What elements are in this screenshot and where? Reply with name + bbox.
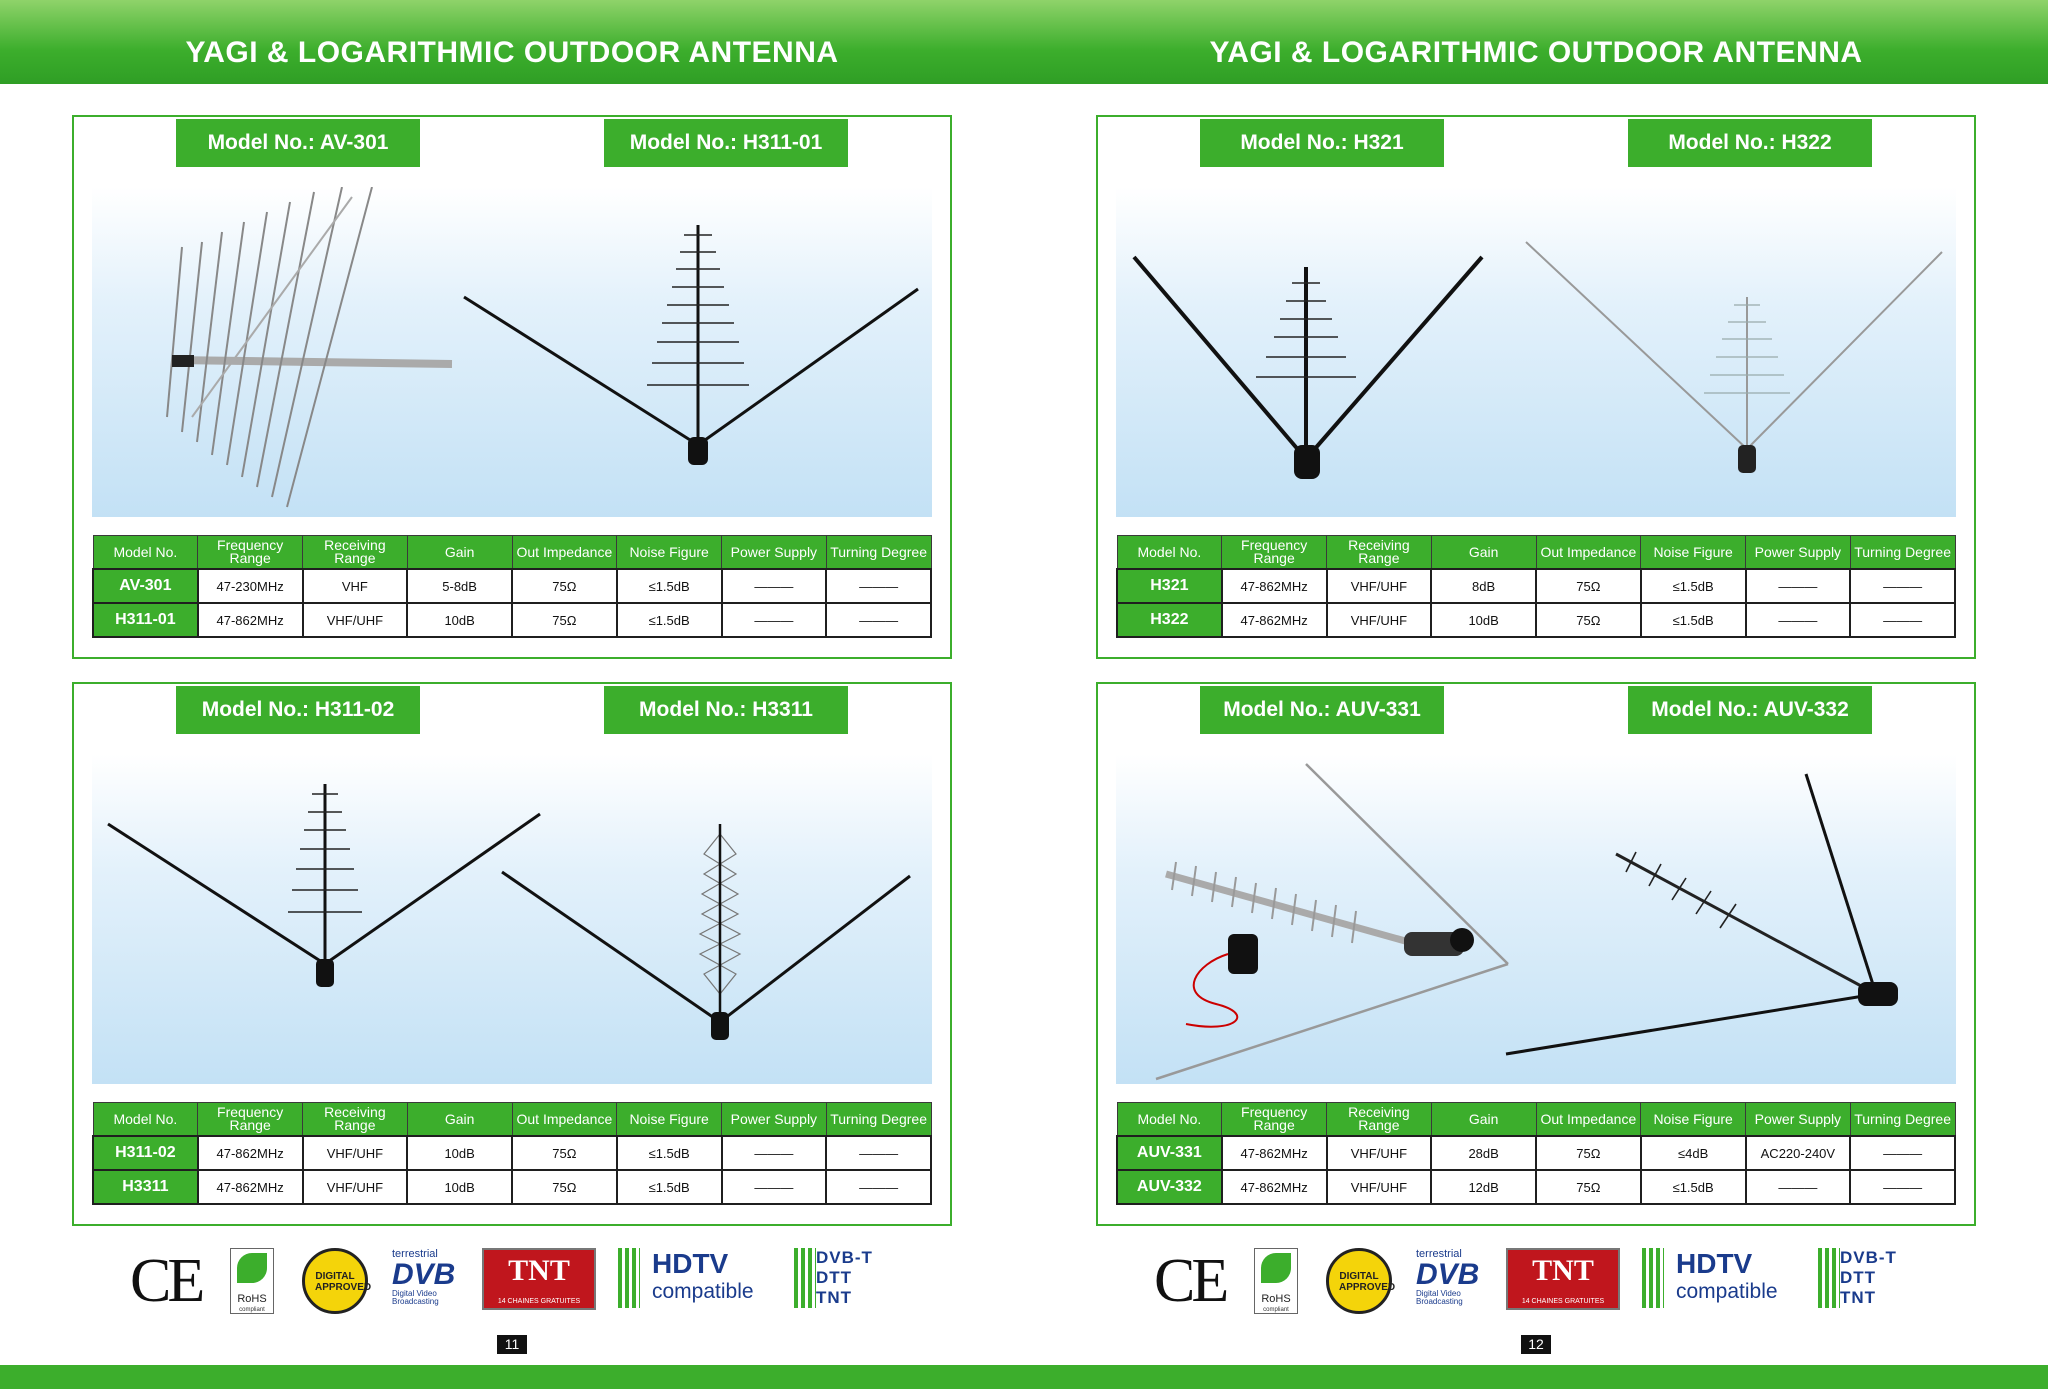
cell-noise: ≤1.5dB [617, 569, 722, 603]
cell-gain: 10dB [1431, 603, 1536, 637]
tnt-text: TNT [816, 1288, 853, 1307]
antenna-photo [92, 754, 932, 1084]
spec-table [92, 535, 932, 638]
tnt-logo [1506, 1248, 1620, 1310]
page-title: YAGI & LOGARITHMIC OUTDOOR ANTENNA [1209, 36, 1863, 69]
col-gain: Gain [407, 536, 512, 570]
cell-power: ——— [1746, 603, 1851, 637]
spec-table [1116, 535, 1956, 638]
cell-range: VHF/UHF [1327, 1136, 1432, 1170]
col-freq: Frequency Range [1222, 1103, 1327, 1137]
tnt-sub-text: 14 CHAINES GRATUITES [497, 1298, 581, 1305]
col-turning: Turning Degree [1850, 1103, 1955, 1137]
leaf-icon [1261, 1253, 1291, 1283]
product-panel [72, 115, 952, 659]
hdtv-logo [618, 1248, 778, 1308]
cell-turning: ——— [826, 1136, 931, 1170]
table-header-row [93, 1103, 931, 1137]
dvb-terrestrial-logo [392, 1248, 456, 1306]
footer-bar [0, 1365, 1024, 1389]
cell-model: H3311 [93, 1170, 198, 1204]
dvbt-text: DVB-T [816, 1248, 873, 1267]
tnt-sub-text: 14 CHAINES GRATUITES [1521, 1298, 1605, 1305]
cell-model: AUV-331 [1117, 1136, 1222, 1170]
col-power: Power Supply [722, 1103, 827, 1137]
product-photo-area [92, 754, 932, 1084]
cell-range: VHF/UHF [1327, 603, 1432, 637]
col-gain: Gain [407, 1103, 512, 1137]
tnt-main-text: TNT [1532, 1254, 1594, 1287]
page-number: 11 [497, 1335, 527, 1354]
leaf-icon [237, 1253, 267, 1283]
mast-base-icon [711, 1012, 729, 1040]
cell-gain: 8dB [1431, 569, 1536, 603]
page-right [1024, 0, 2048, 1389]
connector-icon [172, 355, 194, 367]
col-model: Model No. [93, 1103, 198, 1137]
dvb-seal-logo [1326, 1248, 1396, 1314]
cell-turning: ——— [1850, 1170, 1955, 1204]
dvbt-dtt-tnt-logo [1818, 1248, 1918, 1312]
cell-noise: ≤1.5dB [617, 1170, 722, 1204]
stripes-icon [1642, 1248, 1664, 1308]
col-range: Receiving Range [303, 536, 408, 570]
rohs-subtext: compliant [239, 1307, 265, 1313]
col-power: Power Supply [722, 536, 827, 570]
col-impedance: Out Impedance [1536, 536, 1641, 570]
cell-model: H311-02 [93, 1136, 198, 1170]
table-row [93, 603, 931, 637]
cell-freq: 47-862MHz [1222, 1170, 1327, 1204]
col-gain: Gain [1431, 1103, 1536, 1137]
col-turning: Turning Degree [1850, 536, 1955, 570]
model-label: Model No.: H311-02 [176, 686, 420, 734]
cell-impedance: 75Ω [1536, 603, 1641, 637]
cell-noise: ≤1.5dB [1641, 603, 1746, 637]
cell-freq: 47-862MHz [198, 1136, 303, 1170]
cell-power: AC220-240V [1746, 1136, 1851, 1170]
cell-power: ——— [722, 1136, 827, 1170]
cell-power: ——— [722, 1170, 827, 1204]
table-row [93, 1136, 931, 1170]
cell-power: ——— [722, 569, 827, 603]
dvb-top-text: terrestrial [392, 1248, 438, 1260]
mast-base-icon [1294, 445, 1320, 479]
col-noise: Noise Figure [1641, 1103, 1746, 1137]
stripes-icon [1818, 1248, 1840, 1308]
dvb-terrestrial-logo [1416, 1248, 1480, 1306]
col-model: Model No. [1117, 536, 1222, 570]
col-impedance: Out Impedance [512, 536, 617, 570]
cell-power: ——— [1746, 1170, 1851, 1204]
model-label: Model No.: H321 [1200, 119, 1444, 167]
cell-freq: 47-862MHz [198, 603, 303, 637]
rohs-subtext: compliant [1263, 1307, 1289, 1313]
cell-power: ——— [1746, 569, 1851, 603]
dvb-top-text: terrestrial [1416, 1248, 1462, 1260]
cell-model: AUV-332 [1117, 1170, 1222, 1204]
certification-logos [1154, 1248, 1934, 1318]
table-row [93, 569, 931, 603]
col-range: Receiving Range [1327, 1103, 1432, 1137]
col-noise: Noise Figure [617, 536, 722, 570]
cell-turning: ——— [826, 1170, 931, 1204]
antenna-photo [92, 187, 932, 517]
dvb-main-text: DVB [392, 1258, 456, 1291]
spec-table [92, 1102, 932, 1205]
model-label: Model No.: AV-301 [176, 119, 420, 167]
col-freq: Frequency Range [198, 1103, 303, 1137]
col-power: Power Supply [1746, 1103, 1851, 1137]
dvb-sub-text: Digital Video Broadcasting [1416, 1289, 1463, 1306]
cell-turning: ——— [826, 603, 931, 637]
cell-range: VHF/UHF [1327, 569, 1432, 603]
cell-model: AV-301 [93, 569, 198, 603]
product-panel [1096, 682, 1976, 1226]
col-range: Receiving Range [303, 1103, 408, 1137]
cell-impedance: 75Ω [512, 1170, 617, 1204]
cell-impedance: 75Ω [512, 603, 617, 637]
dvb-sub-text: Digital Video Broadcasting [392, 1289, 439, 1306]
dtt-text: DTT [1840, 1268, 1877, 1287]
footer-bar [1024, 1365, 2048, 1389]
tnt-main-text: TNT [508, 1254, 570, 1287]
col-range: Receiving Range [1327, 536, 1432, 570]
dvbt-dtt-tnt-logo [794, 1248, 894, 1312]
cell-range: VHF/UHF [303, 603, 408, 637]
col-turning: Turning Degree [826, 1103, 931, 1137]
cell-impedance: 75Ω [1536, 1170, 1641, 1204]
model-label: Model No.: AUV-331 [1200, 686, 1444, 734]
cell-range: VHF [303, 569, 408, 603]
table-header-row [1117, 536, 1955, 570]
cell-impedance: 75Ω [512, 569, 617, 603]
table-row [1117, 1136, 1955, 1170]
dvb-main-text: DVB [1416, 1258, 1480, 1291]
tnt-logo [482, 1248, 596, 1310]
antenna-photo [1116, 754, 1956, 1084]
model-label: Model No.: H311-01 [604, 119, 848, 167]
hdtv-text: HDTV [1676, 1248, 1753, 1279]
rohs-text: RoHS [1261, 1293, 1291, 1305]
col-impedance: Out Impedance [512, 1103, 617, 1137]
dvb-seal-text: DIGITAL APPROVED [1339, 1271, 1396, 1293]
product-photo-area [92, 187, 932, 517]
col-turning: Turning Degree [826, 536, 931, 570]
mast-base-icon [1738, 445, 1756, 473]
spec-table [1116, 1102, 1956, 1205]
col-impedance: Out Impedance [1536, 1103, 1641, 1137]
cell-noise: ≤1.5dB [617, 1136, 722, 1170]
col-freq: Frequency Range [1222, 536, 1327, 570]
stripes-icon [794, 1248, 816, 1308]
cell-gain: 10dB [407, 1136, 512, 1170]
cell-noise: ≤4dB [1641, 1136, 1746, 1170]
rohs-text: RoHS [237, 1293, 267, 1305]
table-header-row [93, 536, 931, 570]
cell-model: H311-01 [93, 603, 198, 637]
antenna-photo [1116, 187, 1956, 517]
cell-range: VHF/UHF [303, 1136, 408, 1170]
cell-freq: 47-862MHz [1222, 1136, 1327, 1170]
cell-freq: 47-862MHz [1222, 569, 1327, 603]
col-freq: Frequency Range [198, 536, 303, 570]
col-model: Model No. [1117, 1103, 1222, 1137]
cell-freq: 47-230MHz [198, 569, 303, 603]
ce-logo: CE [1154, 1247, 1226, 1315]
cell-gain: 28dB [1431, 1136, 1536, 1170]
cell-gain: 12dB [1431, 1170, 1536, 1204]
hdtv-text: HDTV [652, 1248, 729, 1279]
amplifier-icon [1858, 982, 1898, 1006]
cell-noise: ≤1.5dB [617, 603, 722, 637]
page-title: YAGI & LOGARITHMIC OUTDOOR ANTENNA [185, 36, 839, 69]
mast-base-icon [316, 959, 334, 987]
model-label: Model No.: H3311 [604, 686, 848, 734]
col-noise: Noise Figure [617, 1103, 722, 1137]
col-model: Model No. [93, 536, 198, 570]
dvb-seal-logo [302, 1248, 372, 1314]
rohs-logo [230, 1248, 274, 1314]
cell-gain: 5-8dB [407, 569, 512, 603]
model-label: Model No.: AUV-332 [1628, 686, 1872, 734]
certification-logos [130, 1248, 910, 1318]
cell-freq: 47-862MHz [198, 1170, 303, 1204]
cell-gain: 10dB [407, 603, 512, 637]
model-label: Model No.: H322 [1628, 119, 1872, 167]
cell-noise: ≤1.5dB [1641, 569, 1746, 603]
cell-range: VHF/UHF [303, 1170, 408, 1204]
table-row [1117, 603, 1955, 637]
rohs-logo [1254, 1248, 1298, 1314]
cell-noise: ≤1.5dB [1641, 1170, 1746, 1204]
dvb-seal-text: DIGITAL APPROVED [315, 1271, 372, 1293]
col-power: Power Supply [1746, 536, 1851, 570]
page-number: 12 [1521, 1335, 1551, 1354]
product-panel [72, 682, 952, 1226]
cell-turning: ——— [1850, 1136, 1955, 1170]
product-panel [1096, 115, 1976, 659]
col-gain: Gain [1431, 536, 1536, 570]
cell-impedance: 75Ω [1536, 1136, 1641, 1170]
cell-impedance: 75Ω [512, 1136, 617, 1170]
hdtv-logo [1642, 1248, 1802, 1308]
cell-turning: ——— [826, 569, 931, 603]
power-adapter-icon [1228, 934, 1258, 974]
cell-freq: 47-862MHz [1222, 603, 1327, 637]
cell-turning: ——— [1850, 603, 1955, 637]
hdtv-sub-text: compatible [1676, 1280, 1778, 1303]
cell-model: H322 [1117, 603, 1222, 637]
tnt-text: TNT [1840, 1288, 1877, 1307]
cell-turning: ——— [1850, 569, 1955, 603]
dtt-text: DTT [816, 1268, 853, 1287]
ce-logo: CE [130, 1247, 202, 1315]
product-photo-area [1116, 187, 1956, 517]
cell-power: ——— [722, 603, 827, 637]
col-noise: Noise Figure [1641, 536, 1746, 570]
mast-base-icon [688, 437, 708, 465]
cell-range: VHF/UHF [1327, 1170, 1432, 1204]
table-row [1117, 1170, 1955, 1204]
product-photo-area [1116, 754, 1956, 1084]
cell-model: H321 [1117, 569, 1222, 603]
stripes-icon [618, 1248, 640, 1308]
table-row [1117, 569, 1955, 603]
hdtv-sub-text: compatible [652, 1280, 754, 1303]
cell-impedance: 75Ω [1536, 569, 1641, 603]
dvbt-text: DVB-T [1840, 1248, 1897, 1267]
table-row [93, 1170, 931, 1204]
table-header-row [1117, 1103, 1955, 1137]
cell-gain: 10dB [407, 1170, 512, 1204]
